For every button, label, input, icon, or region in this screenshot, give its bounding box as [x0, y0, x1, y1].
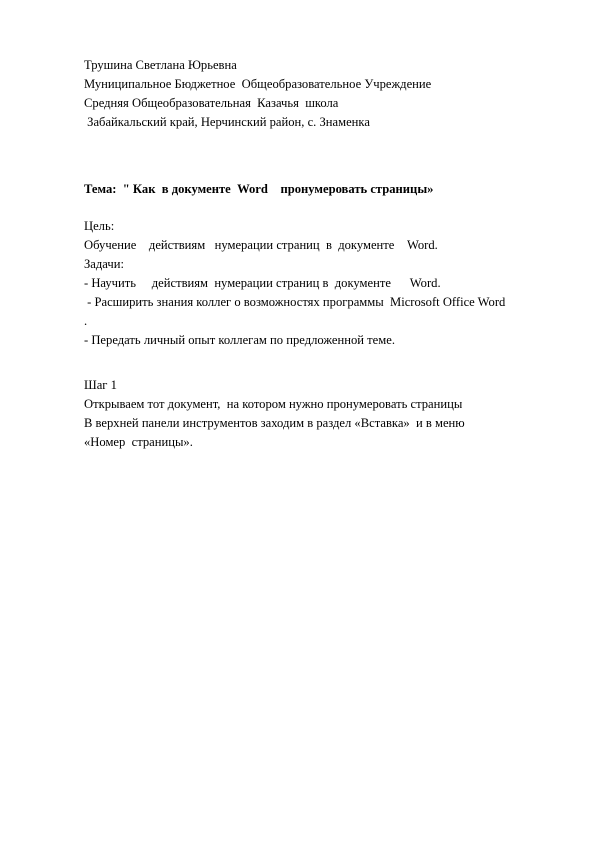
author-location: Забайкальский край, Нерчинский район, с. Знаменка — [84, 115, 370, 129]
task-item: - Расширить знания коллег о возможностях программы Microsoft Office Word — [84, 295, 506, 309]
step-heading: Шаг 1 — [84, 378, 117, 392]
tasks-heading: Задачи: — [84, 257, 124, 271]
topic-section — [84, 180, 564, 199]
task-item: . — [84, 314, 88, 328]
step-section — [84, 376, 564, 452]
task-item: - Передать личный опыт коллегам по предложенной теме. — [84, 333, 395, 347]
author-name: Трушина Светлана Юрьевна — [84, 58, 237, 72]
task-item: - Научить действиям нумерации страниц в документе Word. — [84, 276, 441, 290]
step-line: Открываем тот документ, на котором нужно пронумеровать страницы — [84, 397, 463, 411]
goal-section — [84, 217, 564, 350]
step-line: В верхней панели инструментов заходим в раздел «Вставка» и в меню — [84, 416, 465, 430]
author-school: Средняя Общеобразовательная Казачья школа — [84, 96, 339, 110]
author-institution: Муниципальное Бюджетное Общеобразовательное Учреждение — [84, 77, 432, 91]
topic-title: Тема: " Как в документе Word пронумеровать страницы» — [84, 182, 434, 196]
author-info — [84, 56, 564, 132]
step-line: «Номер страницы». — [84, 435, 193, 449]
goal-heading: Цель: — [84, 219, 115, 233]
goal-text: Обучение действиям нумерации страниц в документе Word. — [84, 238, 438, 252]
